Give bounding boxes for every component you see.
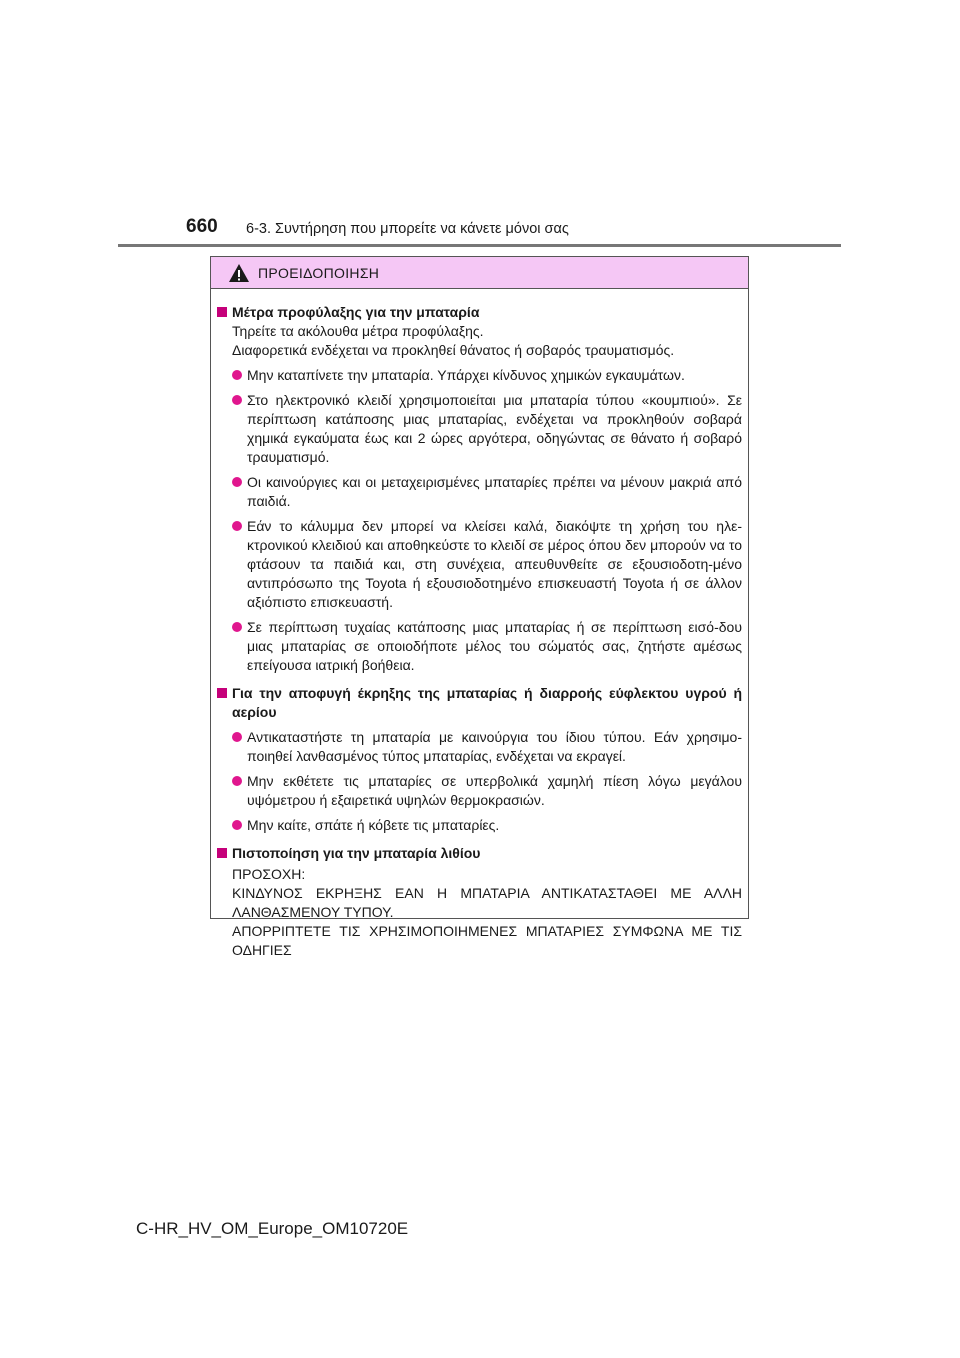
bullet-text: Στο ηλεκτρονικό κλειδί χρησιμοποιείται μια μπαταρία τύπου «κουμπιού». Σε περίπτωση κατάποσης μιας μπαταρίας, ενδέχεται να προκληθούν σοβαρά χημικά εγκαύματα έως και 2 ώρες αργότερα, οδηγώντας σε θάνατο ή σοβαρό τραυματισμό. — [247, 392, 742, 465]
bullet-text: Οι καινούργιες και οι μεταχειρισμένες μπαταρίες πρέπει να μένουν μακριά από παιδιά. — [247, 474, 742, 509]
bullet-text: Εάν το κάλυμμα δεν μπορεί να κλείσει καλά, διακόψτε τη χρήση του ηλε-κτρονικού κλειδιού και αποθηκεύστε το κλειδί σε μέρος όπου δεν μπορούν να το φτάσουν τα παιδιά και, στη συνέχεια, απευθυνθείτε σε εξουσιοδοτη-μένο αντιπρόσωπο της Toyota ή εξουσιοδοτημένο επισκευαστή Toyota ή σε άλλον αξιόπιστο επισκευαστή. — [247, 518, 742, 610]
bullet-dot-icon — [232, 395, 242, 405]
intro-line: ΚΙΝΔΥΝΟΣ ΕΚΡΗΞΗΣ ΕΑΝ Η ΜΠΑΤΑΡΙΑ ΑΝΤΙΚΑΤΑΣΤΑΘΕΙ ΜΕ ΑΛΛΗ ΛΑΝΘΑΣΜΕΝΟΥ ΤΥΠΟΥ. — [232, 885, 742, 920]
warning-triangle-icon — [228, 263, 250, 283]
heading-text: Πιστοποίηση για την μπαταρία λιθίου — [232, 845, 481, 861]
bullet-dot-icon — [232, 732, 242, 742]
section-heading — [217, 684, 742, 722]
bullet-text: Μην καίτε, σπάτε ή κόβετε τις μπαταρίες. — [247, 817, 500, 833]
warning-header — [211, 257, 748, 289]
heading-square-icon — [217, 848, 227, 858]
heading-square-icon — [217, 307, 227, 317]
bullet-item — [217, 618, 742, 675]
warning-body — [211, 289, 748, 960]
header-divider — [118, 244, 841, 247]
bullet-item — [217, 366, 742, 385]
bullet-dot-icon — [232, 622, 242, 632]
bullet-text: Μην καταπίνετε την μπαταρία. Υπάρχει κίνδυνος χημικών εγκαυμάτων. — [247, 367, 685, 383]
bullet-dot-icon — [232, 521, 242, 531]
bullet-dot-icon — [232, 370, 242, 380]
bullet-dot-icon — [232, 820, 242, 830]
bullet-dot-icon — [232, 477, 242, 487]
bullet-text: Αντικαταστήστε τη μπαταρία με καινούργια του ίδιου τύπου. Εάν χρησιμο-ποιηθεί λανθασμένος τύπος μπαταρίας, ενδέχεται να εκραγεί. — [247, 729, 742, 764]
bullet-item — [217, 728, 742, 766]
heading-text: Για την αποφυγή έκρηξης της μπαταρίας ή διαρροής εύφλεκτου υγρού ή αερίου — [232, 685, 742, 720]
warning-box — [210, 256, 749, 958]
section-title: 6-3. Συντήρηση που μπορείτε να κάνετε μόνοι σας — [246, 221, 569, 237]
bullet-item — [217, 517, 742, 612]
bullet-item — [217, 816, 742, 835]
intro-line: ΑΠΟΡΡΙΠΤΕΤΕ ΤΙΣ ΧΡΗΣΙΜΟΠΟΙΗΜΕΝΕΣ ΜΠΑΤΑΡΙΕΣ ΣΥΜΦΩΝΑ ΜΕ ΤΙΣ ΟΔΗΓΙΕΣ — [232, 923, 742, 958]
bullet-item — [217, 772, 742, 810]
intro-line: Διαφορετικά ενδέχεται να προκληθεί θάνατος ή σοβαρός τραυματισμός. — [232, 342, 675, 358]
section-heading — [217, 303, 742, 322]
bullet-text: Μην εκθέτετε τις μπαταρίες σε υπερβολικά χαμηλή πίεση λόγω μεγάλου υψόμετρου ή εξαιρετικά υψηλών θερμοκρασιών. — [247, 773, 742, 808]
bullet-text: Σε περίπτωση τυχαίας κατάποσης μιας μπαταρίας ή σε περίπτωση εισό-δου μιας μπαταρίας σε οποιοδήποτε μέλος του σώματός σας, ζητήστε αμέσως επείγουσα ιατρική βοήθεια. — [247, 619, 742, 673]
page-number: 660 — [186, 216, 218, 237]
bullet-dot-icon — [232, 776, 242, 786]
heading-text: Μέτρα προφύλαξης για την μπαταρία — [232, 304, 480, 320]
bullet-item — [217, 473, 742, 511]
intro-line: Τηρείτε τα ακόλουθα μέτρα προφύλαξης. — [232, 323, 484, 339]
document-id: C-HR_HV_OM_Europe_OM10720E — [136, 1219, 409, 1238]
heading-square-icon — [217, 688, 227, 698]
warning-title: ΠΡΟΕΙΔΟΠΟΙΗΣΗ — [258, 264, 380, 281]
section-heading — [217, 844, 742, 863]
bullet-item — [217, 391, 742, 467]
intro-line: ΠΡΟΣΟΧΗ: — [232, 866, 306, 882]
